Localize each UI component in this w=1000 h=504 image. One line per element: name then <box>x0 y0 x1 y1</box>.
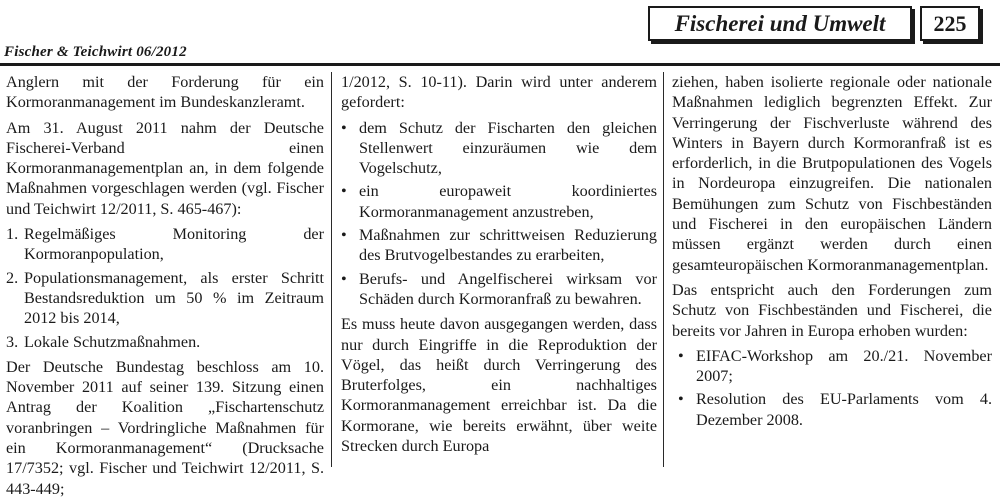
bullet-list <box>672 346 992 430</box>
bullet-icon: • <box>341 226 347 245</box>
list-item-text: Resolution des EU-Parlaments vom 4. Dezember 2008. <box>696 390 992 429</box>
paragraph: Anglern mit der Forderung für ein Kormoranmanagement im Bundeskanzleramt. <box>6 73 324 112</box>
list-item-text: Maßnahmen zur schrittweisen Reduzierung des Brutvogelbestandes zu erarbeiten, <box>359 226 657 265</box>
column-3 <box>672 72 992 435</box>
header-rule <box>0 63 1000 66</box>
list-item <box>672 346 992 387</box>
list-item-text: Populationsmanagement, als erster Schritt Bestandsreduktion um 50 % im Zeitraum 2012 bis 2014, <box>24 268 324 328</box>
bullet-list <box>341 118 657 310</box>
list-item <box>341 225 657 266</box>
paragraph: 1/2012, S. 10-11). Darin wird unter anderem gefordert: <box>341 73 657 112</box>
list-number: 2. <box>6 268 19 287</box>
bullet-icon: • <box>341 182 347 201</box>
paragraph: ziehen, haben isolierte regionale oder nationale Maßnahmen lediglich begrenzten Effekt. Zur Verringerung der Fischverluste während des Winters in Bayern durch Kormoranfraß ist es erforderlich, in die Brutpopulationen des Vogels in Nordeuropa einzugreifen. Die nationalen Bemühungen zum Schutz von Fischbeständen und Fischerei in den europäischen Ländern müssen ergänzt werden durch einen gesamteuropäischen Kormoranmanagementplan. <box>672 73 992 274</box>
list-item <box>6 268 324 329</box>
list-item <box>672 389 992 430</box>
paragraph: Der Deutsche Bundestag beschloss am 10. November 2011 auf seiner 139. Sitzung einen Antrag der Koalition „Fischartenschutz voranbringen – Vordringliche Maßnahmen für ein Kormoranmanagement“ (Drucksache 17/7352; vgl. Fischer und Teichwirt 12/2011, S. 443-449; <box>6 357 324 498</box>
list-item <box>341 118 657 179</box>
list-item <box>341 181 657 222</box>
list-item-text: Berufs- und Angelfischerei wirksam vor Schäden durch Kormoranfraß zu bewahren. <box>359 269 657 308</box>
column-2 <box>341 72 657 461</box>
paragraph: Am 31. August 2011 nahm der Deutsche Fischerei-Verband einen Kormoranmanagementplan an, in dem folgende Maßnahmen vorgeschlagen werden (vgl. Fischer und Teichwirt 12/2011, S. 465-467): <box>6 118 324 218</box>
bullet-icon: • <box>341 269 347 288</box>
bullet-icon: • <box>678 390 684 409</box>
list-item-text: Lokale Schutzmaßnahmen. <box>24 332 201 351</box>
list-item <box>6 224 324 265</box>
list-item <box>6 332 324 352</box>
column-divider <box>663 72 664 467</box>
bullet-icon: • <box>678 346 684 365</box>
list-item-text: ein europaweit koordiniertes Kormoranmanagement anzustreben, <box>359 182 657 221</box>
list-item-text: EIFAC-Workshop am 20./21. November 2007; <box>696 346 992 386</box>
paragraph: Es muss heute davon ausgegangen werden, dass nur durch Eingriffe in die Reproduktion der Vögel, das heißt durch Verringerung des Bruterfolges, ein nachhaltiges Kormoranmanagement erreichbar ist. Da die Kormorane, wie bereits erwähnt, über weite Strecken durch Europa <box>341 315 657 456</box>
section-title: Fischerei und Umwelt <box>648 6 912 41</box>
list-number: 1. <box>6 225 19 244</box>
list-item-text: Regelmäßiges Monitoring der Kormoranpopulation, <box>24 225 324 264</box>
page-number: 225 <box>920 6 980 41</box>
running-head: Fischer & Teichwirt 06/2012 <box>4 44 187 60</box>
list-number: 3. <box>6 332 19 351</box>
list-item <box>341 269 657 310</box>
numbered-list <box>6 224 324 352</box>
column-1 <box>6 72 324 504</box>
bullet-icon: • <box>341 118 347 137</box>
paragraph: Das entspricht auch den Forderungen zum Schutz von Fischbeständen und Fischerei, die bereits vor Jahren in Europa erhoben wurden: <box>672 280 992 340</box>
column-divider <box>331 72 332 467</box>
list-item-text: dem Schutz der Fischarten den gleichen Stellenwert einzuräumen wie dem Vogelschutz, <box>359 118 657 178</box>
